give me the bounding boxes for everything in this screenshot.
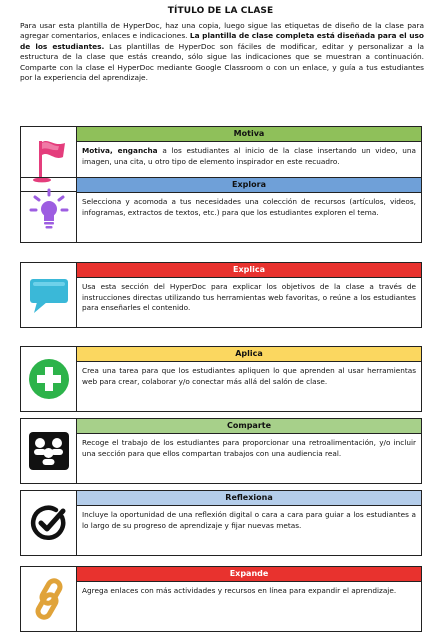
- intro-paragraph: [20, 21, 424, 83]
- page-title: TÍTULO DE LA CLASE: [167, 6, 274, 16]
- section-body-text: Selecciona y acomoda a tus necesidades una colección de recursos (artículos, videos, infogramas, extractos de textos, etc.) para que los estudiantes exploren el tema.: [82, 197, 416, 217]
- section-body-text: Crea una tarea para que los estudiantes apliquen lo que aprenden al usar herramientas web para crear, colaborar y/o conectar más allá del salón de clase.: [82, 366, 416, 386]
- lightbulb-icon: [29, 188, 69, 232]
- section-header: Explora: [77, 178, 421, 193]
- section-header: Motiva: [77, 127, 421, 142]
- flag-icon: [29, 135, 69, 183]
- check-circle-icon: [29, 503, 69, 543]
- section-body-text: Agrega enlaces con más actividades y recursos en línea para expandir el aprendizaje.: [82, 586, 397, 595]
- intro-bold-text: La plantilla de clase completa está diseñada para el uso de los estudiantes.: [20, 31, 424, 51]
- section-body-bold: Motiva, engancha: [82, 146, 158, 155]
- section-icon-cell: [21, 347, 77, 411]
- section-body: [77, 362, 421, 387]
- section-body: [77, 193, 421, 218]
- section-icon-cell: [21, 178, 77, 242]
- plus-icon: [28, 358, 70, 400]
- section-body: [77, 434, 421, 459]
- section-body-text: Recoge el trabajo de los estudiantes para proporcionar una retroalimentación, y/o incluir una sección para que ellos compartan trabajos con una audiencia real.: [82, 438, 416, 458]
- section-explora: [20, 177, 422, 243]
- section-expande: [20, 566, 422, 632]
- section-icon-cell: [21, 567, 77, 631]
- section-body-text: a los estudiantes al inicio de la clase insertando un video, una imagen, una cita, u otro tipo de elemento inspirador en este recuadro.: [82, 146, 416, 166]
- section-header: Comparte: [77, 419, 421, 434]
- section-body-text: Usa esta sección del HyperDoc para explicar los objetivos de la clase a través de instrucciones directas utilizando tus herramientas web favoritas, o reúne a los estudiantes para enseñarles el contenido.: [82, 282, 416, 313]
- section-body: [77, 582, 421, 597]
- section-reflexiona: [20, 490, 422, 556]
- section-header: Expande: [77, 567, 421, 582]
- section-body: [77, 506, 421, 531]
- section-explica: [20, 262, 422, 328]
- intro-text-2: Las plantillas de HyperDoc son fáciles de modificar, editar y personalizar a la estructura de la clase que estás creando, sólo sigue las indicaciones que se muestran a continuación. Comparte con la clase el HyperDoc mediante Google Classroom o con un enlace, y guía a tus estudiantes por la experiencia del aprendizaje.: [20, 41, 424, 83]
- speech-bubble-icon: [27, 275, 71, 315]
- people-icon: [28, 431, 70, 471]
- section-aplica: [20, 346, 422, 412]
- section-comparte: [20, 418, 422, 484]
- section-header: Aplica: [77, 347, 421, 362]
- section-header: Reflexiona: [77, 491, 421, 506]
- section-icon-cell: [21, 419, 77, 483]
- section-body-text: Incluye la oportunidad de una reflexión digital o cara a cara para guiar a los estudiantes a lo largo de su progreso de aprendizaje y fijar nuevas metas.: [82, 510, 416, 530]
- section-icon-cell: [21, 263, 77, 327]
- section-header: Explica: [77, 263, 421, 278]
- section-icon-cell: [21, 491, 77, 555]
- link-icon: [31, 577, 67, 621]
- section-body: [77, 142, 421, 167]
- section-body: [77, 278, 421, 314]
- intro-text-1: Para usar esta plantilla de HyperDoc, haz una copia, luego sigue las etiquetas de diseño de la clase para agregar comentarios, enlaces e indicaciones.: [20, 21, 424, 41]
